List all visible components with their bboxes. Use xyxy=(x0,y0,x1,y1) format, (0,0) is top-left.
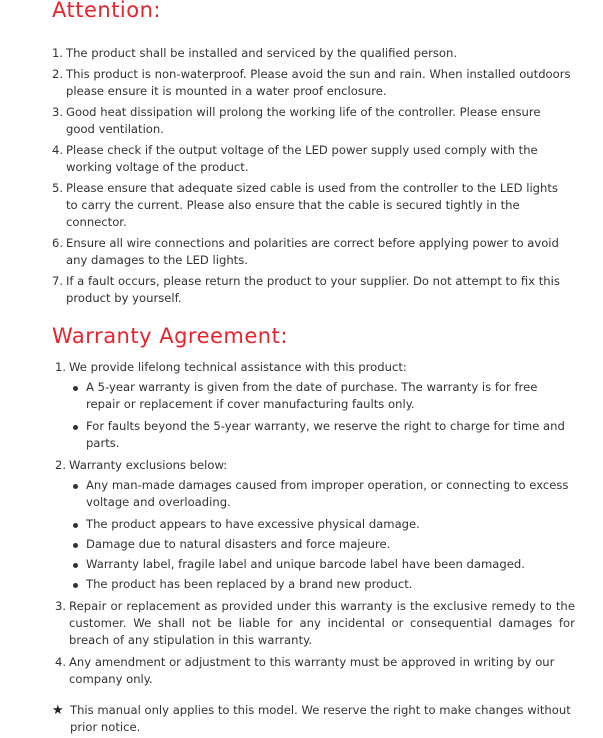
warranty-bullet xyxy=(69,379,575,413)
warranty-item xyxy=(55,457,575,593)
attention-item xyxy=(52,66,572,100)
warranty-item xyxy=(55,598,575,649)
warranty-bullet xyxy=(69,418,575,452)
warranty-bullet-text: Warranty label, fragile label and unique barcode label have been damaged. xyxy=(86,557,525,571)
warranty-bullet-text: The product has been replaced by a brand new product. xyxy=(86,577,413,591)
warranty-bullet-text: Any man-made damages caused from improper operation, or connecting to excess voltage and overloading. xyxy=(86,478,569,509)
bullet-dot-icon xyxy=(73,563,78,568)
warranty-item-text: Warranty exclusions below: xyxy=(69,458,228,472)
warranty-bullet-text: Damage due to natural disasters and force majeure. xyxy=(86,537,391,551)
bullet-dot-icon xyxy=(73,484,78,489)
bullet-dot-icon xyxy=(73,523,78,528)
warranty-item xyxy=(55,654,575,688)
attention-heading: Attention: xyxy=(52,0,161,22)
warranty-heading: Warranty Agreement: xyxy=(52,324,288,348)
warranty-bullet-list xyxy=(69,477,575,593)
attention-item-number: 6. xyxy=(52,236,64,250)
star-icon: ★ xyxy=(52,703,64,718)
bullet-dot-icon xyxy=(73,583,78,588)
attention-item xyxy=(52,273,572,307)
attention-item xyxy=(52,104,572,138)
attention-item-text: This product is non-waterproof. Please avoid the sun and rain. When installed outdoors please ensure it is mounted in a water proof enclosure. xyxy=(66,67,571,98)
warranty-bullet xyxy=(69,477,575,511)
attention-list xyxy=(52,45,572,311)
warranty-bullet xyxy=(69,576,575,593)
warranty-item-text: We provide lifelong technical assistance with this product: xyxy=(69,360,407,374)
attention-item-number: 1. xyxy=(52,46,64,60)
warranty-item-number: 1. xyxy=(55,360,67,374)
attention-item-text: Ensure all wire connections and polarities are correct before applying power to avoid any damages to the LED lights. xyxy=(66,236,559,267)
warranty-bullet-text: A 5-year warranty is given from the date of purchase. The warranty is for free repair or replacement if cover manufacturing faults only. xyxy=(86,380,538,411)
attention-item-number: 3. xyxy=(52,105,64,119)
attention-item-text: Please check if the output voltage of the LED power supply used comply with the working voltage of the product. xyxy=(66,143,538,174)
bullet-dot-icon xyxy=(73,543,78,548)
attention-item-number: 7. xyxy=(52,274,64,288)
bullet-dot-icon xyxy=(73,425,78,430)
warranty-item-text: Repair or replacement as provided under this warranty is the exclusive remedy to the customer. We shall not be liable for any incidental or consequential damages for breach of any stipulation in this warranty. xyxy=(69,599,575,647)
warranty-bullet-list xyxy=(69,379,575,452)
warranty-bullet xyxy=(69,536,575,553)
warranty-item-number: 4. xyxy=(55,655,67,669)
attention-item-number: 2. xyxy=(52,67,64,81)
warranty-bullet xyxy=(69,516,575,533)
bullet-dot-icon xyxy=(73,386,78,391)
attention-item xyxy=(52,45,572,62)
attention-item-text: The product shall be installed and serviced by the qualified person. xyxy=(66,46,458,60)
attention-item xyxy=(52,142,572,176)
manual-note xyxy=(52,702,590,736)
attention-item-text: If a fault occurs, please return the product to your supplier. Do not attempt to fix this product by yourself. xyxy=(66,274,560,305)
attention-item-number: 5. xyxy=(52,181,64,195)
attention-item xyxy=(52,180,572,231)
warranty-bullet-text: For faults beyond the 5-year warranty, we reserve the right to charge for time and parts. xyxy=(86,419,565,450)
warranty-list xyxy=(55,359,575,693)
attention-item-text: Please ensure that adequate sized cable is used from the controller to the LED lights to carry the current. Please also ensure that the cable is secured tightly in the connector. xyxy=(66,181,558,229)
warranty-bullet-text: The product appears to have excessive physical damage. xyxy=(86,517,420,531)
attention-item-text: Good heat dissipation will prolong the working life of the controller. Please ensure good ventilation. xyxy=(66,105,541,136)
attention-item-number: 4. xyxy=(52,143,64,157)
warranty-item-text: Any amendment or adjustment to this warranty must be approved in writing by our company only. xyxy=(69,655,555,686)
manual-note-text: This manual only applies to this model. We reserve the right to make changes without prior notice. xyxy=(70,703,571,734)
warranty-bullet xyxy=(69,556,575,573)
warranty-item xyxy=(55,359,575,452)
warranty-item-number: 2. xyxy=(55,458,67,472)
attention-item xyxy=(52,235,572,269)
warranty-item-number: 3. xyxy=(55,599,67,613)
